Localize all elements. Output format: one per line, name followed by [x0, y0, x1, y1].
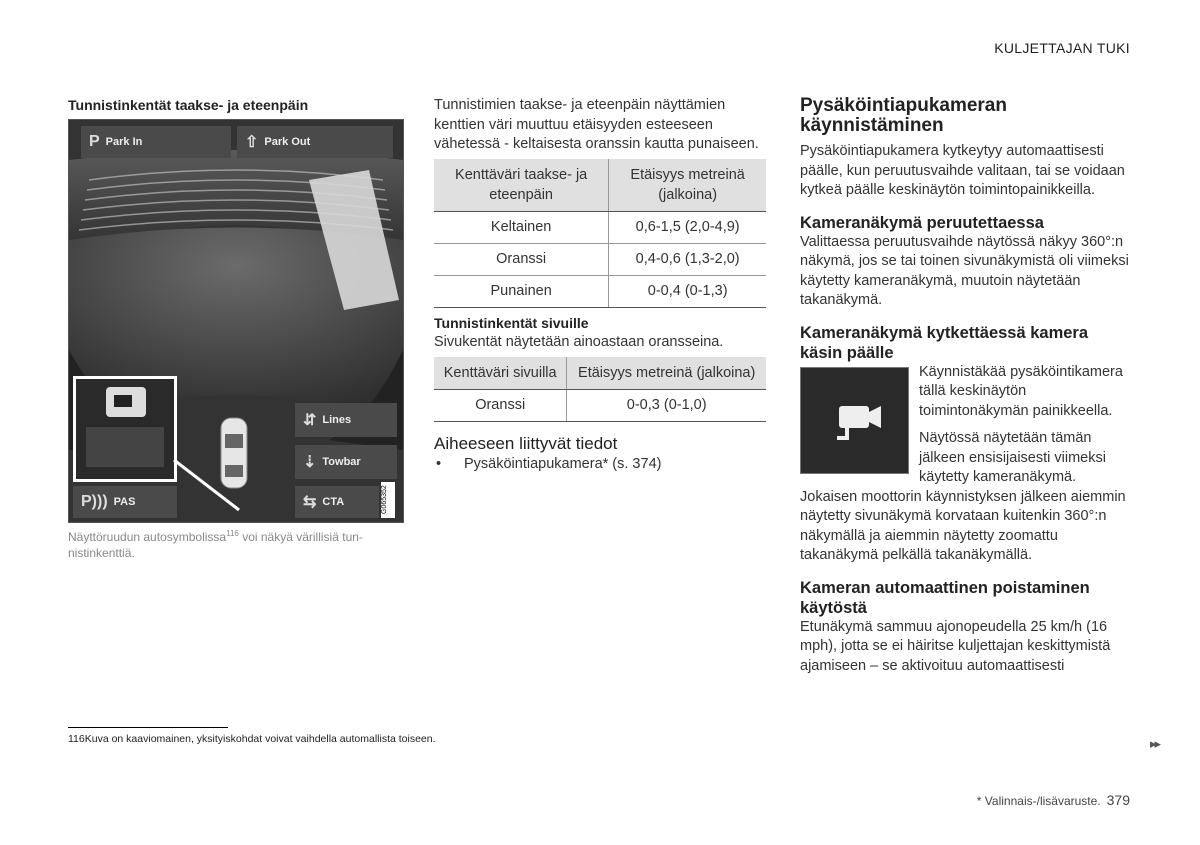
pas-icon: P)))	[81, 493, 108, 510]
table-cell: 0,6-1,5 (2,0-4,9)	[609, 211, 766, 243]
table-cell: Punainen	[434, 275, 609, 307]
table-row	[434, 243, 766, 275]
heading-reverse-view: Kameranäkymä peruutettaessa	[800, 213, 1044, 232]
intro-paragraph: Pysäköintiapukamera kytkeytyy automaattisesti päälle, kun peruutusvaihde valitaan, tai se voidaan kytkeä päälle keskinäytön toimintopainikkeilla.	[800, 143, 1125, 198]
footnote-divider	[68, 727, 228, 728]
camera-screen-image	[68, 119, 404, 523]
caption-post: voi näkyä värillisiä tun-nistinkenttiä.	[68, 530, 363, 560]
rear-front-table	[434, 159, 766, 308]
heading-manual-view: Kameranäkymä kytkettäessä kamera käsin päälle	[800, 323, 1089, 362]
thumbnail-graphic	[76, 379, 174, 479]
paragraph-reverse-view: Valittaessa peruutusvaihde näytössä näkyy 360°:n näkymä, jos se tai toinen sivunäkymistä oli viimeksi käytetty kameranäkymä, muutoin näytetään takanäkymä.	[800, 233, 1129, 308]
camera-icon	[801, 368, 908, 473]
table-header: Kenttäväri sivuilla	[434, 357, 567, 390]
footnote: 116Kuva on kaaviomainen, yksityiskohdat voivat vaihdella automallista toiseen.	[68, 733, 436, 745]
table-cell: Keltainen	[434, 211, 609, 243]
intro-paragraph: Tunnistimien taakse- ja eteenpäin näyttämien kenttien väri muuttuu etäisyyden esteeseen vähetessä - keltaisesta oranssin kautta punaiseen.	[434, 97, 759, 152]
table-row	[434, 211, 766, 243]
right-column	[800, 96, 1132, 676]
cta-button[interactable]	[295, 486, 379, 518]
car-top-icon	[209, 410, 259, 510]
page-number: 379	[1106, 792, 1130, 808]
park-out-button[interactable]	[237, 126, 393, 158]
park-in-button[interactable]	[81, 126, 231, 158]
side-table	[434, 357, 766, 422]
cta-icon: ⇆	[303, 494, 317, 511]
towbar-label: Towbar	[322, 456, 361, 468]
paragraph-manual-1: Käynnistäkää pysäköintikamera tällä keskinäytön toimintonäkymän painikkeella.	[919, 363, 1123, 419]
figure-caption	[68, 526, 403, 561]
camera-thumbnail	[73, 376, 177, 482]
section-title: Pysäköintiapukameran käynnistäminen	[800, 95, 1007, 136]
park-in-icon: P	[89, 133, 100, 150]
related-link[interactable]: • Pysäköintiapukamera* (s. 374)	[434, 455, 766, 475]
pas-label: PAS	[113, 496, 136, 508]
lines-button[interactable]	[295, 403, 397, 437]
paragraph-auto-off: Etunäkymä sammuu ajonopeudella 25 km/h (16 mph), jotta se ei häiritse kuljettajan keskittymistä ajamiseen – se aktivoituu automaattisesti	[800, 618, 1111, 674]
table-cell: 0-0,4 (0-1,3)	[609, 275, 766, 307]
page-footer	[977, 792, 1130, 808]
table-header: Etäisyys metreinä (jalkoina)	[567, 357, 766, 390]
paragraph-manual-2: Näytössä näytetään tämän jälkeen ensisijaisesti viimeksi käytetty kameranäkymä. Jokaisen moottorin käynnistyksen jälkeen aiemmin näytetty sivunäkymä korvataan kuitenkin 360°:n näkymällä ja aiemmin näytetty zoomattu takanäkymä pelkällä takanäkymällä.	[800, 430, 1126, 563]
table-cell: Oranssi	[434, 389, 567, 421]
lines-icon: ⇵	[303, 412, 317, 429]
side-fields-text: Sivukentät näytetään ainoastaan oransseina.	[434, 334, 724, 350]
image-code: G065352	[381, 482, 395, 518]
table-row	[434, 275, 766, 307]
related-info-title: Aiheeseen liittyvät tiedot	[434, 433, 618, 453]
towbar-icon: ⇣	[303, 454, 317, 471]
lines-label: Lines	[322, 414, 352, 426]
table-header: Kenttäväri taakse- ja eteenpäin	[434, 159, 609, 212]
caption-pre: Näyttöruudun autosymbolissa	[68, 530, 227, 544]
middle-column	[434, 96, 766, 475]
table-header: Etäisyys metreinä (jalkoina)	[609, 159, 766, 212]
towbar-button[interactable]	[295, 445, 397, 479]
table-row	[434, 389, 766, 421]
table-cell: Oranssi	[434, 243, 609, 275]
pas-button[interactable]	[73, 486, 177, 518]
camera-button-image	[800, 367, 909, 474]
caption-footnote-ref: 116	[226, 529, 239, 538]
heading-auto-off: Kameran automaattinen poistaminen käytöstä	[800, 578, 1090, 617]
park-out-label: Park Out	[264, 136, 311, 148]
optional-note: * Valinnais-/lisävaruste.	[976, 794, 1101, 808]
section-header: KULJETTAJAN TUKI	[994, 40, 1130, 56]
park-in-label: Park In	[105, 136, 143, 148]
continue-arrows-icon: ▸▸	[1150, 736, 1160, 751]
side-fields-title: Tunnistinkentät sivuille	[434, 314, 589, 331]
cta-label: CTA	[322, 496, 345, 508]
table-cell: 0,4-0,6 (1,3-2,0)	[609, 243, 766, 275]
figure-title: Tunnistinkentät taakse- ja eteenpäin	[68, 97, 309, 113]
park-out-icon: ⇧	[245, 134, 259, 151]
table-cell: 0-0,3 (0-1,0)	[567, 389, 766, 421]
